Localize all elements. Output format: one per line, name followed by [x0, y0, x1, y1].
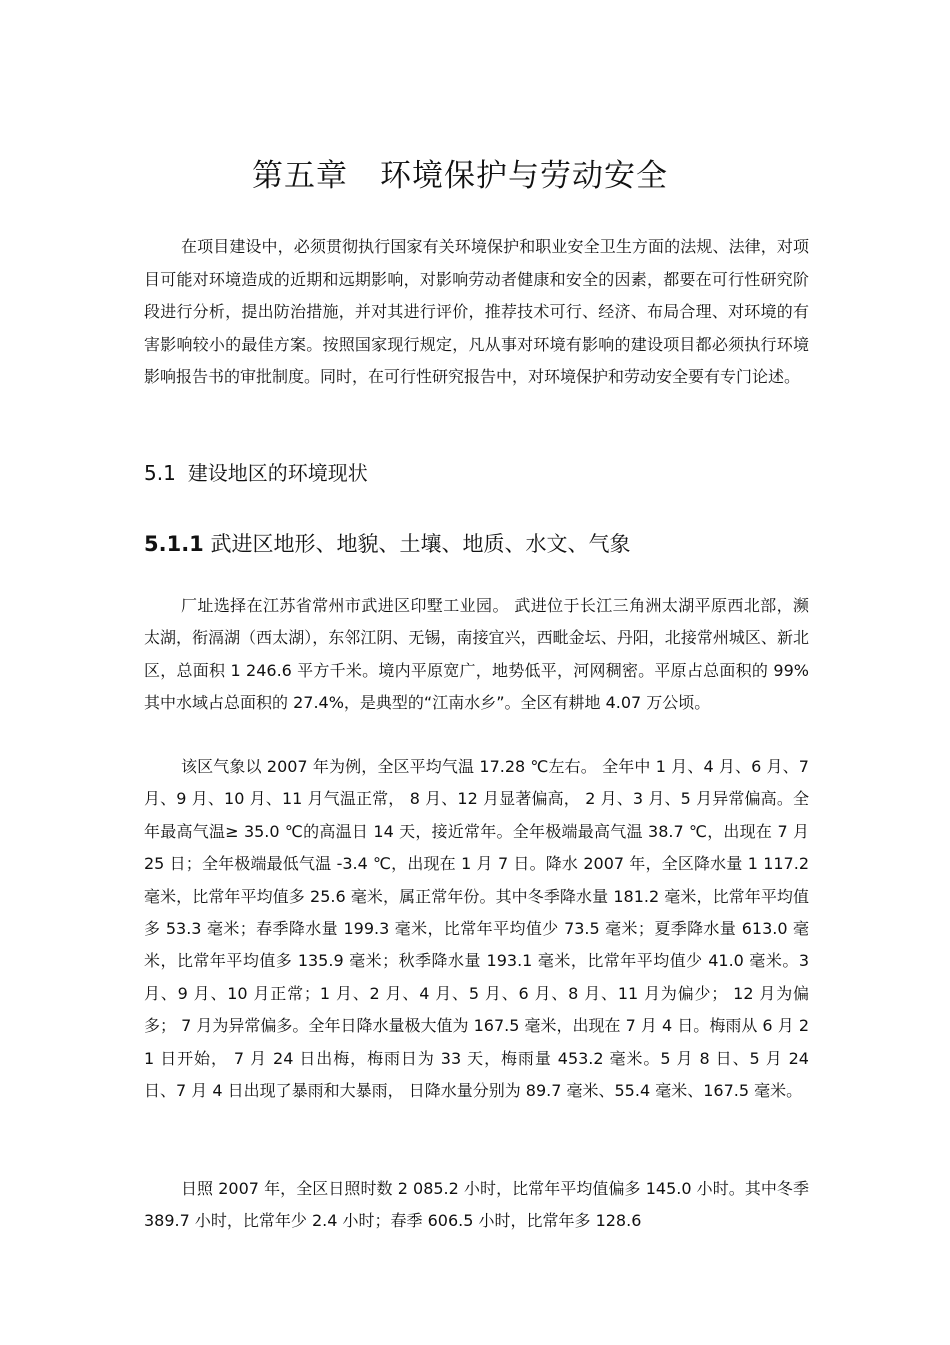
intro-paragraph: 在项目建设中，必须贯彻执行国家有关环境保护和职业安全卫生方面的法规、法律，对项目可能对环境造成的近期和远期影响，对影响劳动者健康和安全的因素，都要在可行性研究阶段进行分析，提出防治措施，并对其进行评价，推荐技术可行、经济、布局合理、对环境的有害影响较小的最佳方案。按照国家现行规定，凡从事对环境有影响的建设项目都必须执行环境影响报告书的审批制度。同时，在可行性研究报告中，对环境保护和劳动安全要有专门论述。 [144, 237, 809, 386]
section-number: 5.1 [144, 461, 176, 485]
terrain-paragraph: 厂址选择在江苏省常州市武进区印墅工业园。 武进位于长江三角洲太湖平原西北部，濒太湖，衔滆湖（西太湖），东邻江阴、无锡，南接宜兴，西毗金坛、丹阳，北接常州城区、新北区，总面积 1 246.6 平方千米。境内平原宽广，地势低平，河网稠密。平原占总面积的 99% 其中水域占总面积的 27.4%，是典型的“江南水乡”。全区有耕地 4.07 万公顷。 [144, 596, 809, 713]
sunshine-paragraph: 日照 2007 年，全区日照时数 2 085.2 小时，比常年平均值偏多 145.0 小时。其中冬季 389.7 小时，比常年少 2.4 小时；春季 606.5 小时，比常年多 128.6 [144, 1179, 809, 1231]
section-title: 建设地区的环境现状 [187, 461, 368, 485]
subsection-heading [144, 527, 630, 561]
climate-paragraph: 该区气象以 2007 年为例，全区平均气温 17.28 ℃左右。 全年中 1 月、4 月、6 月、7 月、9 月、10 月、11 月气温正常， 8 月、12 月显著偏高， 2 月、3 月、5 月异常偏高。全年最高气温≥ 35.0 ℃的高温日 14 天，接近常年。全年极端最高气温 38.7 ℃，出现在 7 月 25 日；全年极端最低气温 -3.4 ℃，出现在 1 月 7 日。降水 2007 年，全区降水量 1 117.2 毫米，比常年平均值多 25.6 毫米，属正常年份。其中冬季降水量 181.2 毫米，比常年平均值多 53.3 毫米；春季降水量 199.3 毫米，比常年平均值少 73.5 毫米；夏季降水量 613.0 毫米，比常年平均值多 135.9 毫米；秋季降水量 193.1 毫米，比常年平均值少 41.0 毫米。3 月、9 月、10 月正常；1 月、2 月、4 月、5 月、6 月、8 月、11 月为偏少； 12 月为偏多； 7 月为异常偏多。全年日降水量极大值为 167.5 毫米，出现在 7 月 4 日。梅雨从 6 月 21 日开始， 7 月 24 日出梅，梅雨日为 33 天，梅雨量 453.2 毫米。5 月 8 日、5 月 24 日、7 月 4 日出现了暴雨和大暴雨， 日降水量分别为 89.7 毫米、55.4 毫米、167.5 毫米。 [144, 757, 809, 1101]
subsection-title: 武进区地形、地貌、土壤、地质、水文、气象 [210, 532, 631, 556]
subsection-number: 5.1.1 [144, 532, 204, 556]
chapter-title: 第五章 环境保护与劳动安全 [252, 158, 668, 194]
section-heading [144, 456, 368, 490]
